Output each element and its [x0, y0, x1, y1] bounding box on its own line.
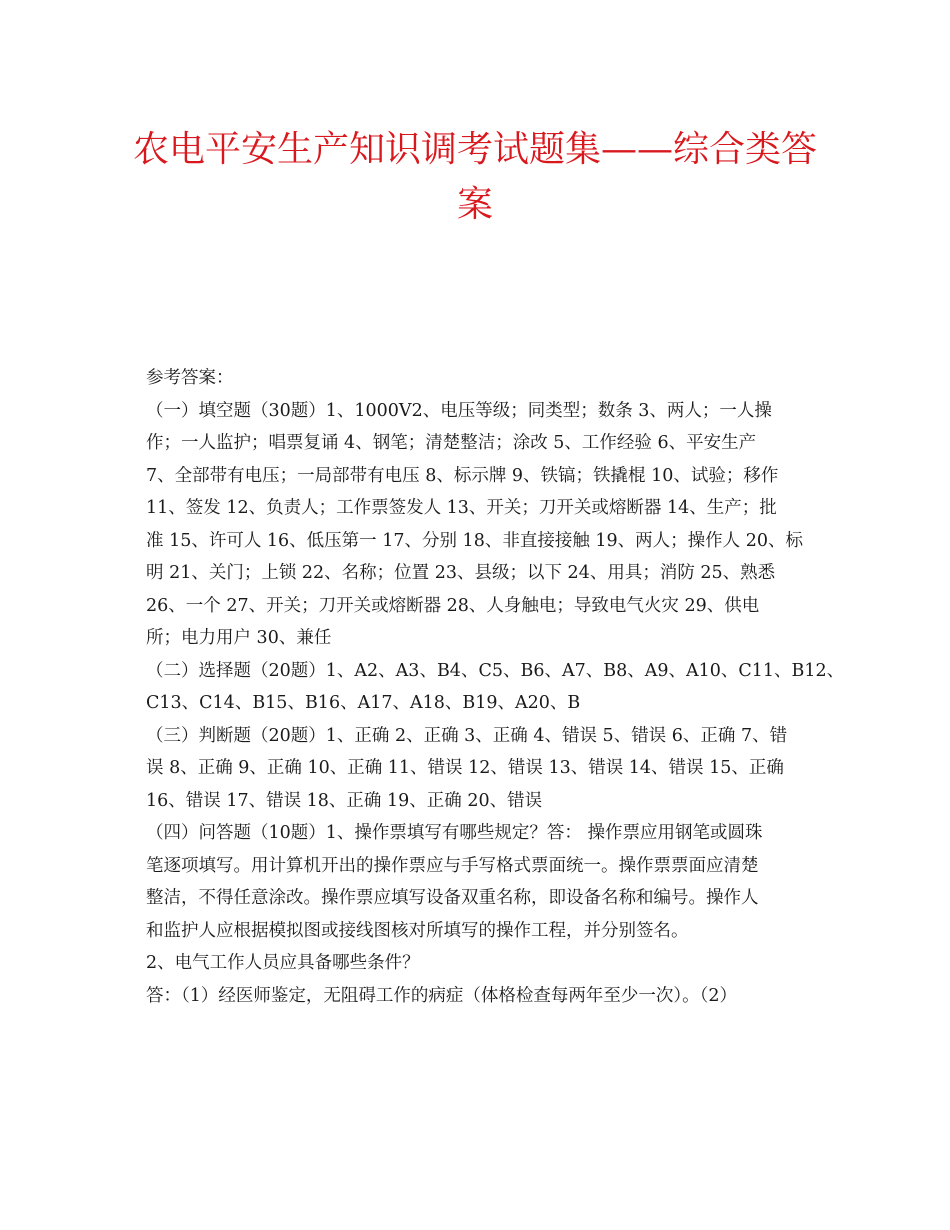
section-questions [146, 817, 806, 947]
text-line: 和监护人应根据模拟图或接线图核对所填写的操作工程，并分别签名。 [146, 920, 689, 941]
text-line: 笔逐项填写。用计算机开出的操作票应与手写格式票面统一。操作票票面应清楚 [146, 855, 759, 876]
text-line: 16、错误 17、错误 18、正确 19、正确 20、错误 [146, 790, 543, 811]
section-multiple-choice [146, 655, 845, 720]
text-line: 整洁，不得任意涂改。操作票应填写设备双重名称，即设备名称和编号。操作人 [146, 888, 759, 908]
text-line: 11、签发 12、负责人；工作票签发人 13、开关；刀开关或熔断器 14、生产；批 [146, 498, 777, 518]
section-fill-in-blanks [146, 395, 806, 655]
answer-2 [146, 980, 806, 1013]
answer-intro: 参考答案： [146, 368, 234, 388]
question-2 [146, 947, 806, 980]
text-line: C13、C14、B15、B16、A17、A18、B19、A20、B [146, 693, 581, 713]
text-line: （一）填空题（30题）1、1000V2、电压等级；同类型；数条 3、两人；一人操 [146, 400, 772, 421]
section-true-false [146, 720, 806, 818]
text-line: （四）问答题（10题）1、操作票填写有哪些规定？答： 操作票应用钢笔或圆珠 [146, 823, 763, 843]
text-line: （二）选择题（20题）1、A2、A3、B4、C5、B6、A7、B8、A9、A10、C11、B12、 [146, 660, 845, 681]
text-line: 7、全部带有电压；一局部带有电压 8、标示牌 9、铁镐；铁撬棍 10、试验；移作 [146, 465, 779, 486]
text-line: 答：（1）经医师鉴定，无阻碍工作的病症（体格检查每两年至少一次）。（2） [146, 985, 738, 1006]
text-line: 26、一个 27、开关；刀开关或熔断器 28、人身触电；导致电气火灾 29、供电 [146, 595, 760, 616]
text-line: 所；电力用户 30、兼任 [146, 628, 332, 648]
document-title: 农电平安生产知识调考试题集——综合类答案 [132, 129, 817, 225]
text-line: 准 15、许可人 16、低压第一 17、分别 18、非直接接触 19、两人；操作人 20、标 [146, 530, 803, 551]
text-line: 2、电气工作人员应具备哪些条件？ [146, 953, 420, 973]
text-line: 误 8、正确 9、正确 10、正确 11、错误 12、错误 13、错误 14、错误 15、正确 [146, 758, 784, 778]
text-line: （三）判断题（20题）1、正确 2、正确 3、正确 4、错误 5、错误 6、正确 7、错 [146, 725, 788, 746]
document-body [146, 362, 845, 1012]
text-line: 作；一人监护；唱票复诵 4、钢笔；清楚整洁；涂改 5、工作经验 6、平安生产 [146, 433, 757, 453]
text-line: 明 21、关门；上锁 22、名称；位置 23、县级；以下 24、用具；消防 25、熟悉 [146, 563, 776, 583]
